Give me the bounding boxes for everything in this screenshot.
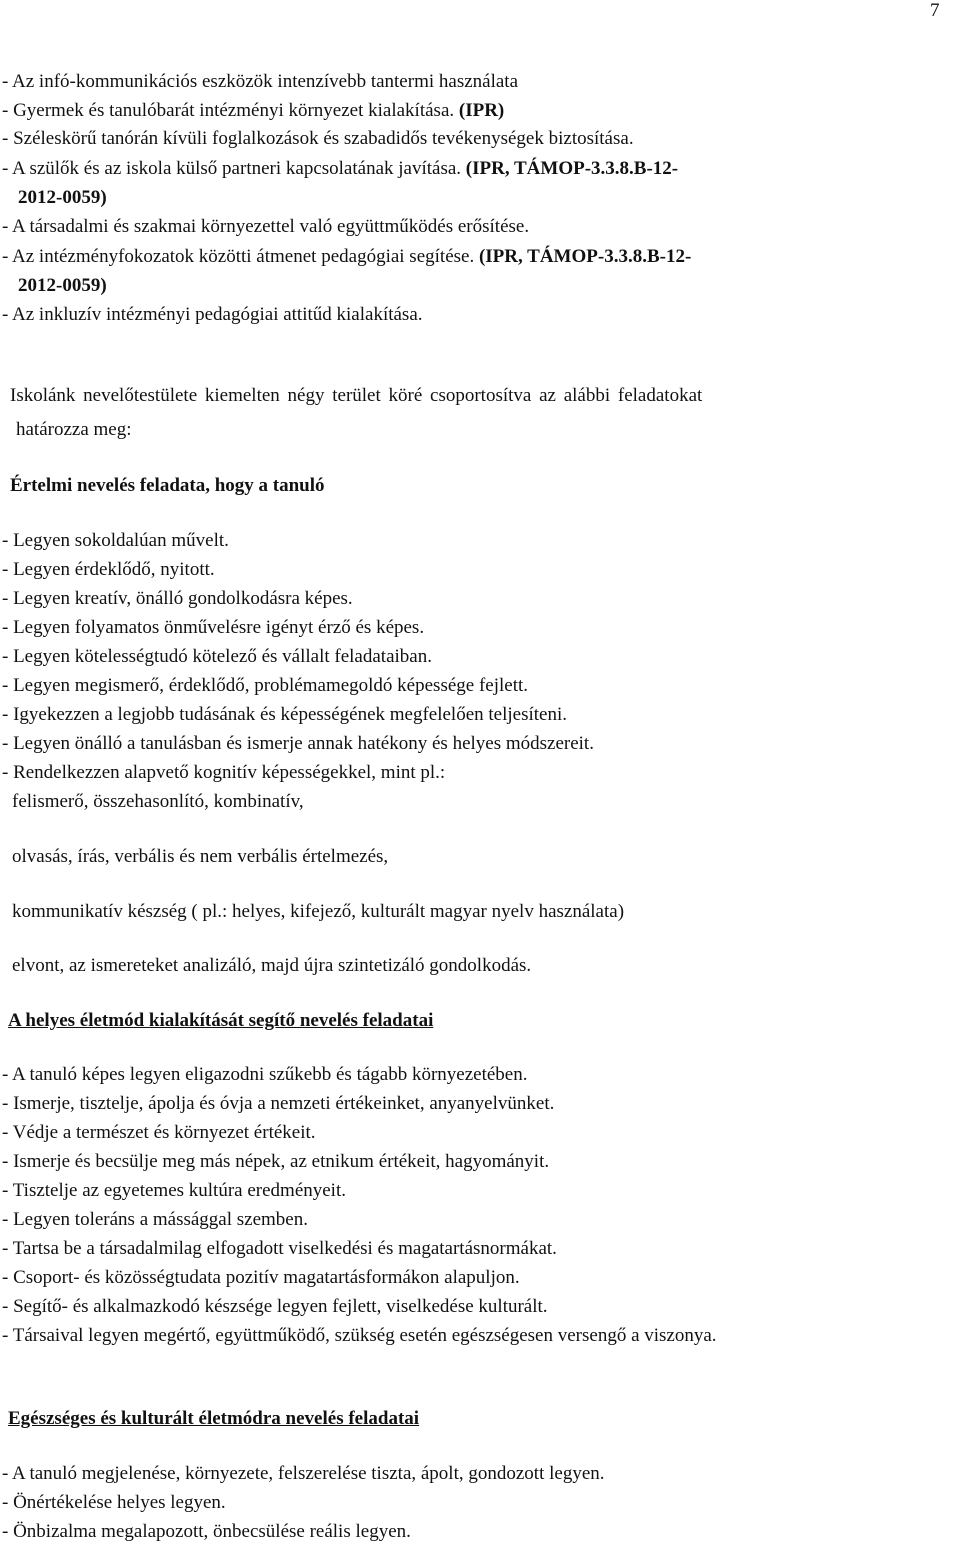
sub-item: elvont, az ismereteket analizáló, majd újra szintetizáló gondolkodás. (12, 955, 532, 976)
list-item: - A tanuló képes legyen eligazodni szűkebb és tágabb környezetében. (2, 1064, 528, 1085)
list-item: - Legyen sokoldalúan művelt. (2, 530, 229, 551)
list-item: - Igyekezzen a legjobb tudásának és képességének megfelelően teljesíteni. (2, 704, 568, 725)
section-heading: A helyes életmód kialakítását segítő nevelés feladatai (8, 1010, 434, 1031)
list-item: - A tanuló megjelenése, környezete, felszerelése tiszta, ápolt, gondozott legyen. (2, 1463, 605, 1484)
list-item: - Legyen folyamatos önművelésre igényt érző és képes. (2, 617, 425, 638)
list-item: - Önértékelése helyes legyen. (2, 1492, 226, 1513)
section-heading: Egészséges és kulturált életmódra nevelés feladatai (8, 1408, 420, 1429)
list-item: - Rendelkezzen alapvető kognitív képességekkel, mint pl.: (2, 762, 446, 783)
list-item: - Önbizalma megalapozott, önbecsülése reális legyen. (2, 1521, 411, 1542)
section-heading: Értelmi nevelés feladata, hogy a tanuló (10, 475, 325, 496)
intro-item-continuation: 2012-0059) (18, 275, 107, 296)
list-item: - Védje a természet és környezet értékeit. (2, 1122, 316, 1143)
list-item: - Legyen kötelességtudó kötelező és vállalt feladataiban. (2, 646, 432, 667)
sub-item: olvasás, írás, verbális és nem verbális értelmezés, (12, 846, 389, 867)
intro-item-continuation: 2012-0059) (18, 187, 107, 208)
paragraph-line: Iskolánk nevelőtestülete kiemelten négy terület köré csoportosítva az alábbi feladatokat (10, 385, 703, 406)
paragraph-line: határozza meg: (16, 419, 132, 440)
list-item: - Legyen toleráns a mássággal szemben. (2, 1209, 308, 1230)
sub-item: felismerő, összehasonlító, kombinatív, (12, 791, 304, 812)
intro-item: - Az intézményfokozatok közötti átmenet pedagógiai segítése. (IPR, TÁMOP-3.3.8.B-12- (2, 246, 692, 267)
page-number: 7 (930, 0, 940, 21)
intro-item: - Széleskörű tanórán kívüli foglalkozások és szabadidős tevékenységek biztosítása. (2, 128, 634, 149)
list-item: - Legyen önálló a tanulásban és ismerje annak hatékony és helyes módszereit. (2, 733, 594, 754)
list-item: - Ismerje és becsülje meg más népek, az etnikum értékeit, hagyományit. (2, 1151, 550, 1172)
sub-item: kommunikatív készség ( pl.: helyes, kifejező, kulturált magyar nyelv használata) (12, 901, 625, 922)
intro-item: - Az infó-kommunikációs eszközök intenzívebb tantermi használata (2, 71, 518, 92)
list-item: - Csoport- és közösségtudata pozitív magatartásformákon alapuljon. (2, 1267, 520, 1288)
intro-item: - Gyermek és tanulóbarát intézményi környezet kialakítása. (IPR) (2, 100, 505, 121)
intro-item: - A társadalmi és szakmai környezettel való együttműködés erősítése. (2, 216, 530, 237)
list-item: - Ismerje, tisztelje, ápolja és óvja a nemzeti értékeinket, anyanyelvünket. (2, 1093, 555, 1114)
list-item: - Tartsa be a társadalmilag elfogadott viselkedési és magatartásnormákat. (2, 1238, 557, 1259)
list-item: - Társaival legyen megértő, együttműködő, szükség esetén egészségesen versengő a viszonya. (2, 1325, 717, 1346)
list-item: - Legyen megismerő, érdeklődő, problémamegoldó képessége fejlett. (2, 675, 529, 696)
list-item: - Legyen kreatív, önálló gondolkodásra képes. (2, 588, 353, 609)
intro-item: - Az inkluzív intézményi pedagógiai attitűd kialakítása. (2, 304, 423, 325)
list-item: - Tisztelje az egyetemes kultúra eredményeit. (2, 1180, 346, 1201)
list-item: - Segítő- és alkalmazkodó készsége legyen fejlett, viselkedése kulturált. (2, 1296, 548, 1317)
intro-item: - A szülők és az iskola külső partneri kapcsolatának javítása. (IPR, TÁMOP-3.3.8.B-12- (2, 158, 679, 179)
list-item: - Legyen érdeklődő, nyitott. (2, 559, 215, 580)
